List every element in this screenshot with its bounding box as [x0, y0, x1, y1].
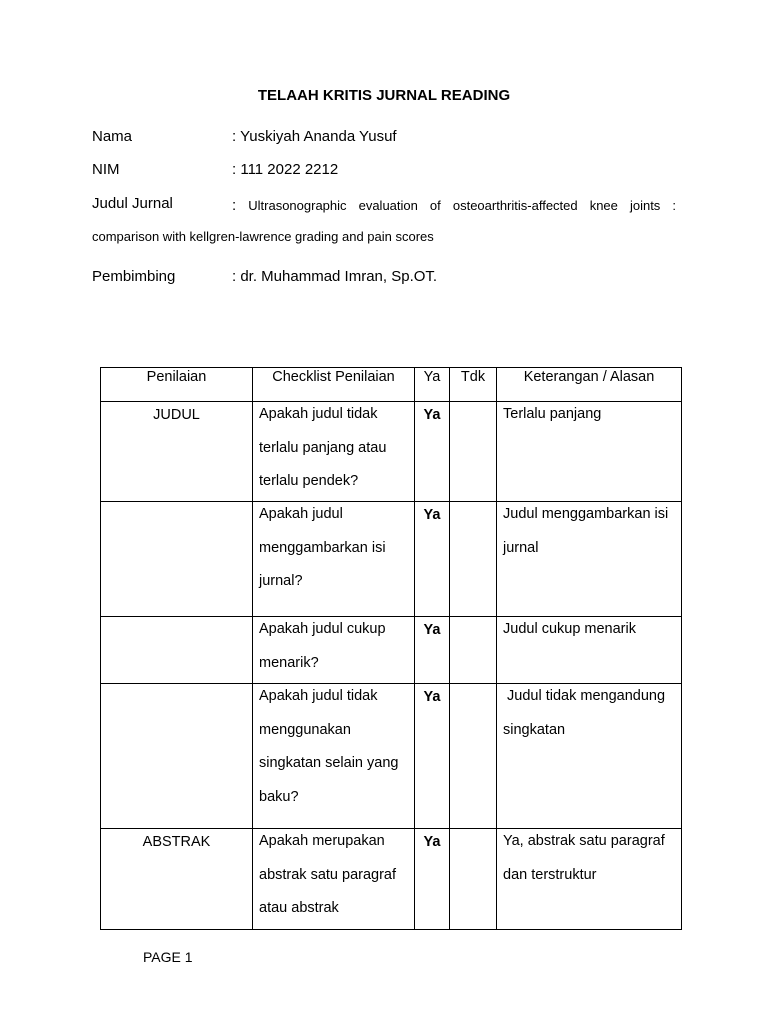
- cell-checklist: [253, 502, 415, 617]
- table-row: [101, 402, 682, 502]
- field-nim-value: : 111 2022 2212: [232, 161, 339, 178]
- cell-keterangan: [497, 684, 682, 829]
- cell-ya: Ya: [415, 829, 450, 930]
- field-pembimbing-label: Pembimbing: [92, 268, 176, 285]
- field-pembimbing-value: : dr. Muhammad Imran, Sp.OT.: [232, 268, 438, 285]
- cell-keterangan-text: Judul tidak mengandung singkatan: [503, 688, 670, 738]
- cell-checklist-text: Apakah judul menggambarkan isi jurnal?: [259, 506, 386, 589]
- cell-penilaian: [101, 617, 253, 684]
- table-row: [101, 684, 682, 829]
- cell-checklist-text: Apakah merupakan abstrak satu paragraf atau abstrak: [259, 833, 397, 916]
- cell-keterangan: [497, 502, 682, 617]
- table-header-row: [101, 368, 682, 402]
- document-title: TELAAH KRITIS JURNAL READING: [257, 87, 511, 104]
- cell-penilaian: ABSTRAK: [101, 829, 253, 930]
- cell-keterangan-text: Judul menggambarkan isi jurnal: [503, 506, 669, 556]
- field-judul-jurnal-value-text: Ultrasonographic evaluation of osteoarthritis-affected knee joints :: [248, 198, 676, 213]
- cell-tdk: [450, 502, 497, 617]
- cell-checklist: [253, 829, 415, 930]
- cell-keterangan-text: Ya, abstrak satu paragraf dan terstruktur: [503, 833, 665, 883]
- cell-checklist-text: Apakah judul cukup menarik?: [259, 621, 386, 671]
- table-row: [101, 502, 682, 617]
- header-tdk: Tdk: [450, 368, 497, 402]
- cell-tdk: [450, 617, 497, 684]
- cell-ya: Ya: [415, 617, 450, 684]
- cell-checklist: [253, 402, 415, 502]
- cell-checklist: [253, 684, 415, 829]
- cell-keterangan: [497, 617, 682, 684]
- field-judul-jurnal-value-line2: comparison with kellgren-lawrence grading and pain scores: [92, 229, 434, 244]
- cell-penilaian: [101, 684, 253, 829]
- table-row: [101, 829, 682, 930]
- cell-keterangan: [497, 829, 682, 930]
- field-nim-label: NIM: [92, 161, 120, 178]
- cell-ya: Ya: [415, 502, 450, 617]
- header-penilaian: Penilaian: [101, 368, 253, 402]
- field-judul-jurnal-label: Judul Jurnal: [92, 195, 173, 212]
- cell-keterangan: [497, 402, 682, 502]
- header-keterangan: Keterangan / Alasan: [497, 368, 682, 402]
- cell-ya: Ya: [415, 684, 450, 829]
- field-judul-jurnal-colon: :: [232, 197, 237, 214]
- cell-keterangan-text: Terlalu panjang: [503, 406, 602, 422]
- header-checklist: Checklist Penilaian: [253, 368, 415, 402]
- critique-table: [100, 367, 682, 930]
- header-ya: Ya: [415, 368, 450, 402]
- table-row: [101, 617, 682, 684]
- field-nama-value: : Yuskiyah Ananda Yusuf: [232, 128, 397, 145]
- cell-tdk: [450, 829, 497, 930]
- page-number: PAGE 1: [143, 949, 193, 965]
- cell-checklist-text: Apakah judul tidak terlalu panjang atau terlalu pendek?: [259, 406, 387, 489]
- cell-tdk: [450, 684, 497, 829]
- cell-penilaian: JUDUL: [101, 402, 253, 502]
- cell-checklist-text: Apakah judul tidak menggunakan singkatan selain yang baku?: [259, 688, 399, 805]
- cell-ya: Ya: [415, 402, 450, 502]
- cell-tdk: [450, 402, 497, 502]
- field-nama-label: Nama: [92, 128, 133, 145]
- field-judul-jurnal-value-line1: [232, 197, 676, 214]
- cell-keterangan-text: Judul cukup menarik: [503, 621, 636, 637]
- cell-checklist: [253, 617, 415, 684]
- cell-penilaian: [101, 502, 253, 617]
